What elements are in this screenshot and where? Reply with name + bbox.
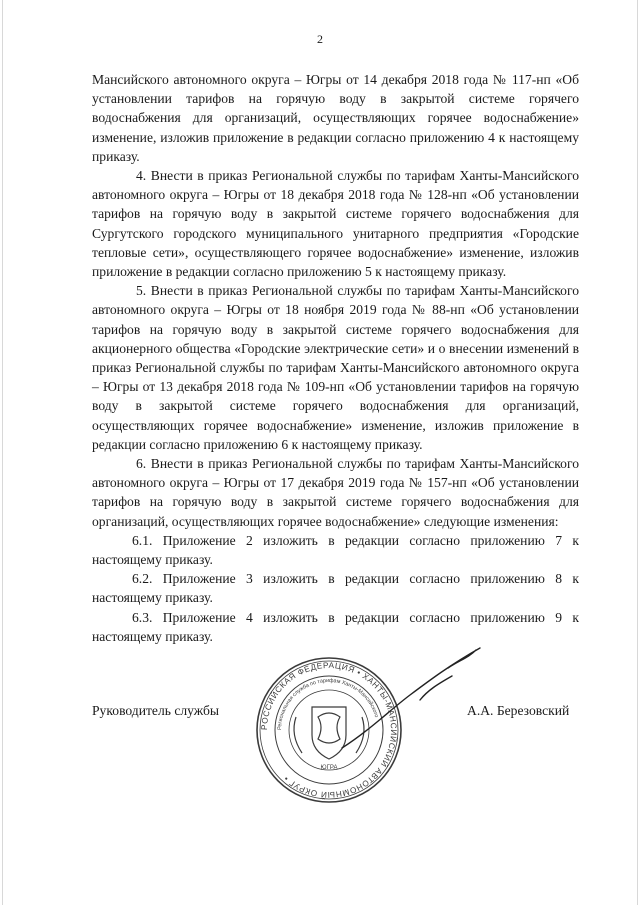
paragraph-item-4: 4. Внести в приказ Региональной службы по тарифам Ханты-Мансийского автономного округа – Югры от 18 декабря 2018 года № 128-нп «Об установлении тарифов на горячую воду в закрытой системе горячего водоснабжения для Сургутского городского муниципального унитарного предприятия «Городские тепловые сети», осуществляющего горячее водоснабжение» изменение, изложив приложение в редакции согласно приложению 5 к настоящему приказу. <box>92 168 579 280</box>
seal-outer-text: РОССИЙСКАЯ ФЕДЕРАЦИЯ • ХАНТЫ-МАНСИЙСКИЙ АВТОНОМНЫЙ ОКРУГ • <box>259 660 399 800</box>
paragraph-item-5: 5. Внести в приказ Региональной службы по тарифам Ханты-Мансийского автономного округа – Югры от 18 ноября 2019 года № 88-нп «Об установлении тарифов на горячую воду в закрытой системе горячего водоснабжения для акционерного общества «Городские электрические сети» и о внесении изменений в приказ Региональной службы по тарифам Ханты-Мансийского автономного округа – Югры от 13 декабря 2018 года № 109-нп «Об установлении тарифов на горячую воду в закрытой системе горячего водоснабжения для организаций, осуществляющих горячее водоснабжение» изменение, изложив приложение в редакции согласно приложению 6 к настоящему приказу. <box>92 283 579 452</box>
paragraph-item-6-1: 6.1. Приложение 2 изложить в редакции согласно приложению 7 к настоящему приказу. <box>92 532 579 568</box>
seal-inner-text: Региональная служба по тарифам Ханты-Мансийского <box>276 677 380 731</box>
seal-emblem-label: ЮГРА <box>320 765 338 771</box>
scan-edge-left <box>2 0 3 905</box>
document-body <box>92 70 579 646</box>
paragraph-continuation: Мансийского автономного округа – Югры от 14 декабря 2018 года № 117-нп «Об установлении тарифов на горячую воду в закрытой системе горячего водоснабжения для организаций, осуществляющих горячее водоснабжение» изменение, изложив приложение в редакции согласно приложению 4 к настоящему приказу. <box>92 72 579 164</box>
scan-edge-right <box>637 0 638 905</box>
paragraph-item-6-3: 6.3. Приложение 4 изложить в редакции согласно приложению 9 к настоящему приказу. <box>92 609 579 644</box>
paragraph-item-6: 6. Внести в приказ Региональной службы по тарифам Ханты-Мансийского автономного округа – Югры от 17 декабря 2019 года № 157-нп «Об установлении тарифов на горячую воду в закрытой системе горячего водоснабжения для организаций, осуществляющих горячее водоснабжение» следующие изменения: <box>92 456 579 529</box>
signatory-name: А.А. Березовский <box>467 703 570 718</box>
handwritten-signature <box>330 640 490 760</box>
page-number: 2 <box>317 32 323 46</box>
paragraph-item-6-2: 6.2. Приложение 3 изложить в редакции согласно приложению 8 к настоящему приказу. <box>92 571 579 606</box>
signatory-role: Руководитель службы <box>92 703 220 718</box>
